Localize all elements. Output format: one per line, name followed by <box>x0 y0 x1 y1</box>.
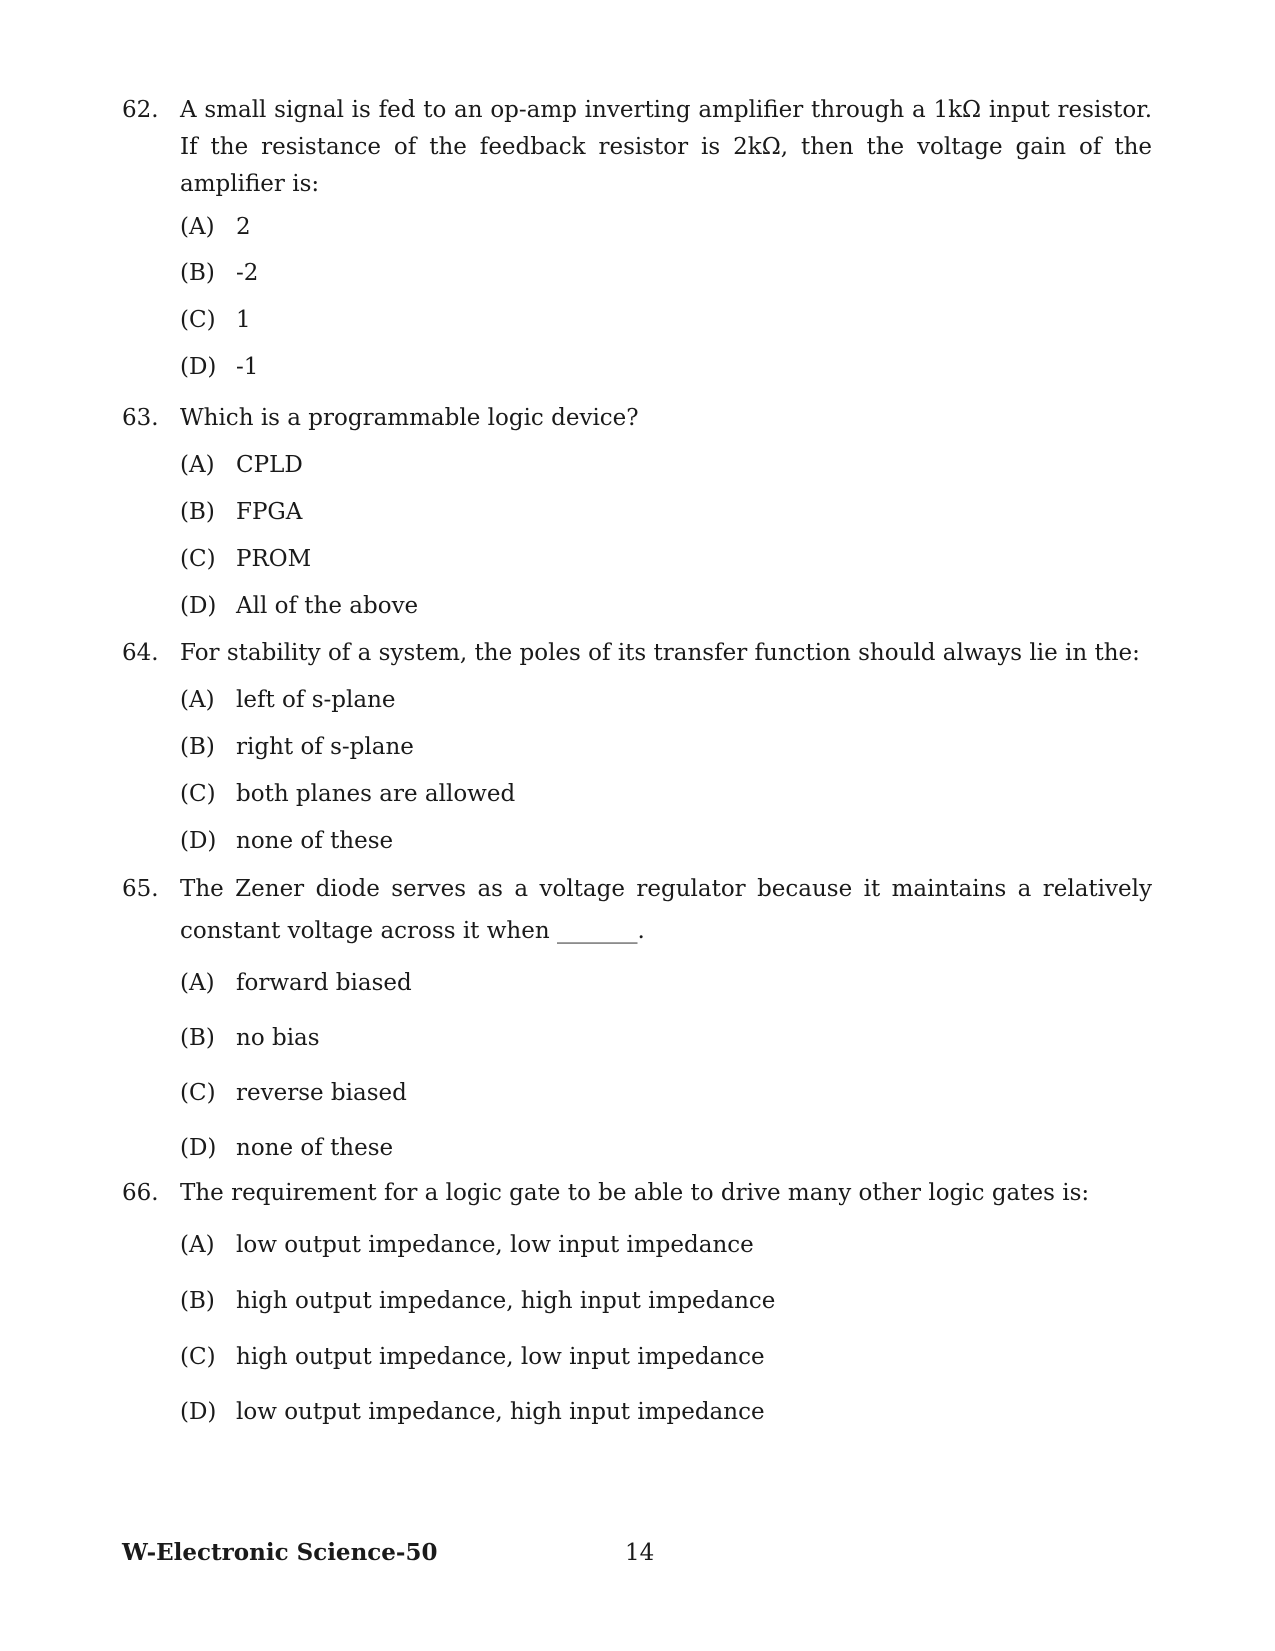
option-label: (B) <box>180 1288 215 1314</box>
option-c <box>180 1078 407 1108</box>
option-text: -2 <box>236 260 259 286</box>
option-d <box>180 591 418 621</box>
question-stem <box>122 635 1152 672</box>
question-65 <box>122 868 1152 1161</box>
option-text: high output impedance, low input impedance <box>236 1344 765 1370</box>
option-text: 2 <box>236 214 251 240</box>
question-stem <box>122 92 1152 203</box>
option-b <box>180 497 302 527</box>
option-label: (D) <box>180 1135 217 1161</box>
option-c <box>180 544 311 574</box>
option-a <box>180 968 412 998</box>
option-text: no bias <box>236 1025 320 1051</box>
option-b <box>180 258 258 288</box>
question-text: A small signal is fed to an op-amp inverting amplifier through a 1kΩ input resistor. If the resistance of the feedback resistor is 2kΩ, then the voltage gain of the amplifier is: <box>180 97 1152 197</box>
option-text: -1 <box>236 354 259 380</box>
question-number: 63. <box>122 405 159 431</box>
option-text: none of these <box>236 828 394 854</box>
question-text: The Zener diode serves as a voltage regulator because it maintains a relatively constant voltage across it when _______. <box>180 876 1152 944</box>
option-text: none of these <box>236 1135 394 1161</box>
option-text: 1 <box>236 307 251 333</box>
question-stem <box>122 400 1152 437</box>
option-text: PROM <box>236 546 312 572</box>
option-text: low output impedance, high input impedance <box>236 1399 765 1425</box>
option-a <box>180 685 396 715</box>
question-number: 66. <box>122 1180 159 1206</box>
option-text: low output impedance, low input impedance <box>236 1232 754 1258</box>
question-number: 62. <box>122 97 159 123</box>
option-label: (C) <box>180 1344 216 1370</box>
question-text: For stability of a system, the poles of its transfer function should always lie in the: <box>180 640 1140 666</box>
option-text: right of s-plane <box>236 734 414 760</box>
option-label: (B) <box>180 734 215 760</box>
question-64 <box>122 635 1152 854</box>
option-label: (B) <box>180 1025 215 1051</box>
question-number: 65. <box>122 876 159 902</box>
option-text: forward biased <box>236 970 412 996</box>
option-label: (C) <box>180 781 216 807</box>
booklet-code: W-Electronic Science-50 <box>122 1539 438 1566</box>
option-text: left of s-plane <box>236 687 396 713</box>
question-63 <box>122 400 1152 619</box>
option-label: (D) <box>180 1399 217 1425</box>
option-label: (A) <box>180 452 215 478</box>
option-label: (D) <box>180 593 217 619</box>
option-text: reverse biased <box>236 1080 407 1106</box>
option-c <box>180 305 251 335</box>
question-62 <box>122 92 1152 380</box>
option-label: (A) <box>180 214 215 240</box>
option-b <box>180 1023 320 1053</box>
option-b <box>180 1286 775 1316</box>
question-stem <box>122 868 1152 952</box>
option-label: (B) <box>180 499 215 525</box>
page-number: 14 <box>625 1540 655 1566</box>
question-number: 64. <box>122 640 159 666</box>
option-label: (D) <box>180 828 217 854</box>
option-label: (C) <box>180 1080 216 1106</box>
option-a <box>180 1230 754 1260</box>
option-d <box>180 1397 765 1427</box>
option-label: (B) <box>180 260 215 286</box>
option-label: (A) <box>180 970 215 996</box>
question-text: The requirement for a logic gate to be able to drive many other logic gates is: <box>180 1180 1090 1206</box>
option-b <box>180 732 414 762</box>
option-text: both planes are allowed <box>236 781 516 807</box>
option-text: CPLD <box>236 452 303 478</box>
option-label: (D) <box>180 354 217 380</box>
option-a <box>180 450 303 480</box>
option-d <box>180 826 393 856</box>
option-c <box>180 779 515 809</box>
option-label: (C) <box>180 546 216 572</box>
option-d <box>180 1133 393 1163</box>
option-text: high output impedance, high input impedance <box>236 1288 776 1314</box>
option-d <box>180 352 258 382</box>
option-text: FPGA <box>236 499 303 525</box>
option-label: (A) <box>180 687 215 713</box>
option-a <box>180 212 251 242</box>
question-stem <box>122 1175 1152 1212</box>
option-label: (A) <box>180 1232 215 1258</box>
option-c <box>180 1342 765 1372</box>
option-label: (C) <box>180 307 216 333</box>
question-text: Which is a programmable logic device? <box>180 405 639 431</box>
option-text: All of the above <box>236 593 419 619</box>
question-66 <box>122 1175 1152 1425</box>
